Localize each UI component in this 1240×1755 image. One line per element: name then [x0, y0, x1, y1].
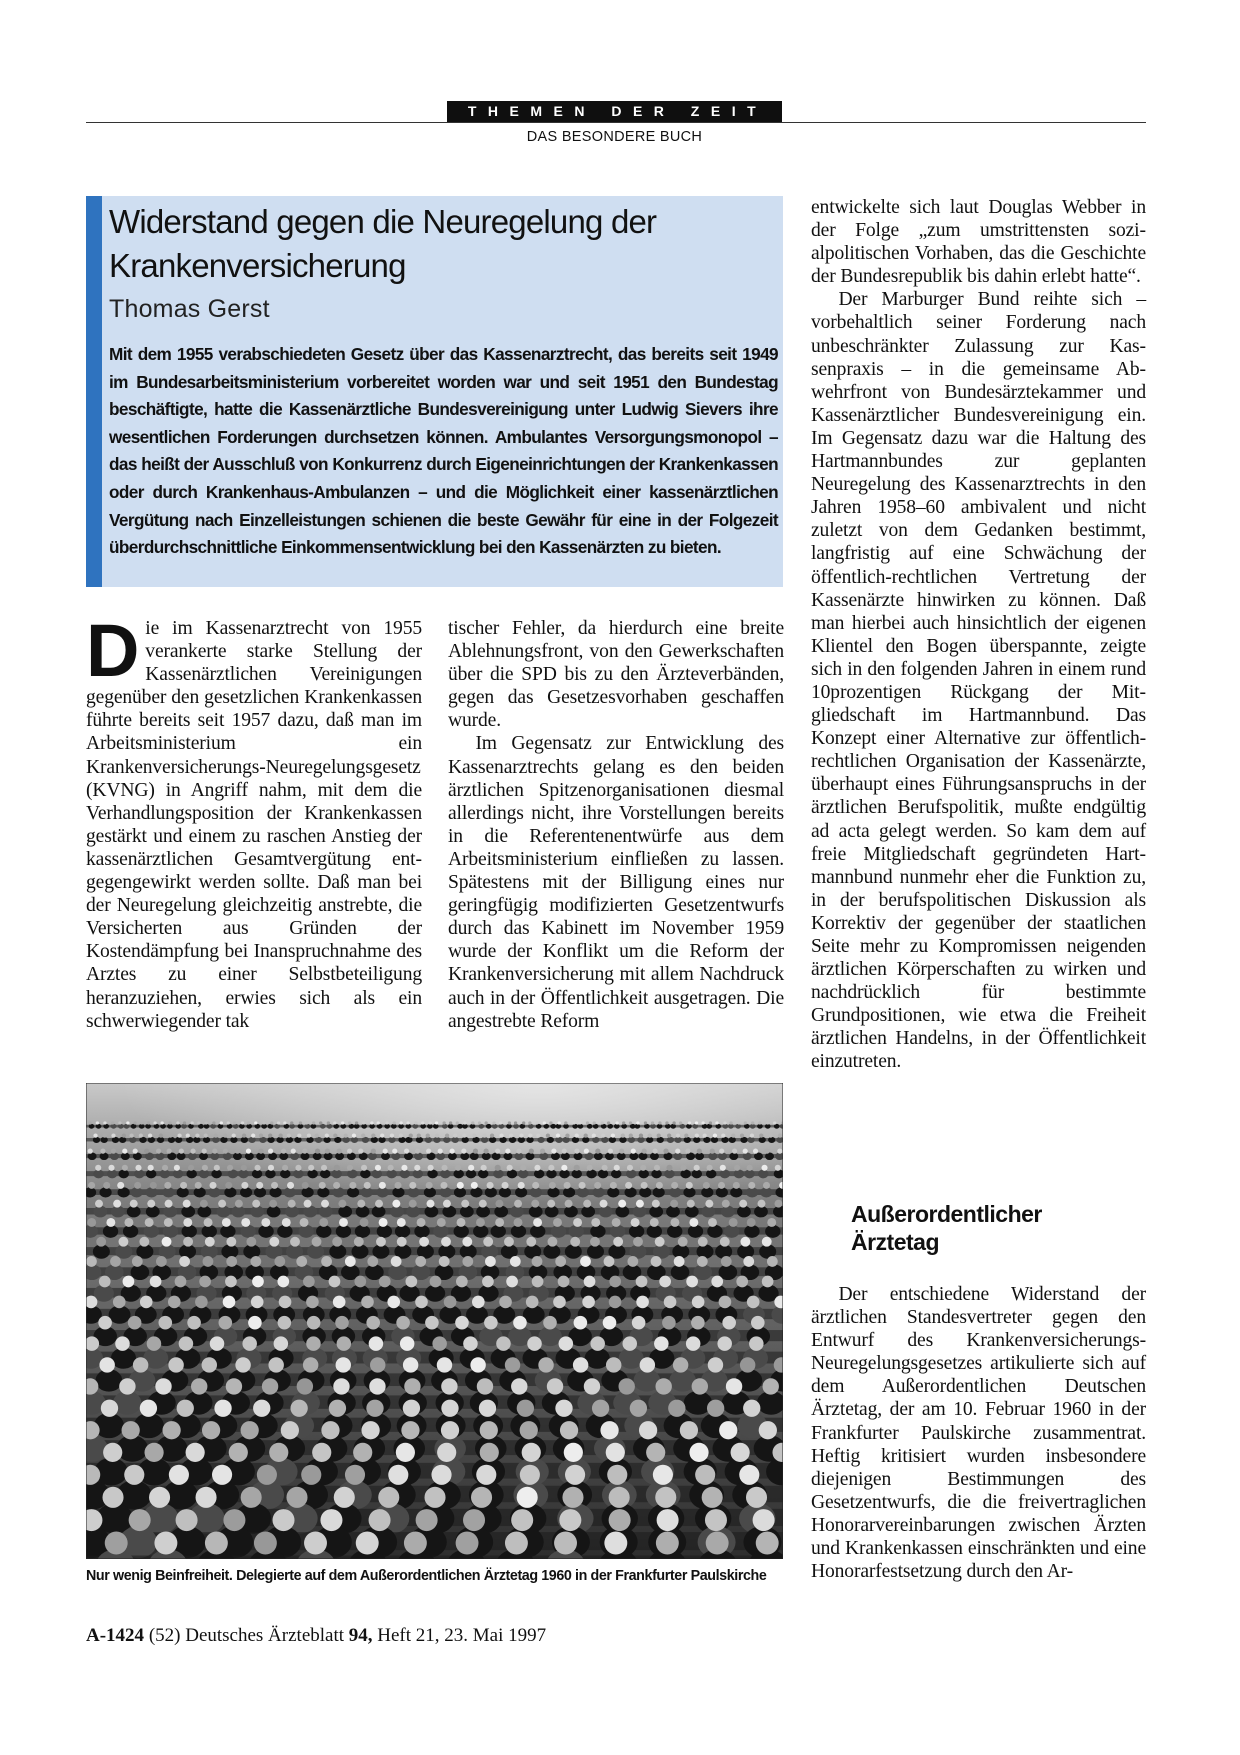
journal-name: Deutsches Ärzteblatt	[185, 1625, 345, 1646]
paragraph-1	[86, 609, 422, 1033]
paragraph-2-continued: entwickelte sich laut Douglas Webber in der Folge „zum umstrittensten sozialpolitischen Vorhaben, das die Geschichte der Bundesrepublik bis dahin erlebt hatte“.	[811, 197, 1146, 288]
drop-cap: D	[86, 609, 140, 692]
header-rule	[86, 122, 1146, 123]
photo-delegates	[86, 1083, 783, 1559]
journal-volume: 94,	[348, 1625, 373, 1646]
page-number: (52)	[148, 1625, 181, 1646]
body-column-3-lower	[811, 1283, 1146, 1583]
body-column-1	[86, 609, 422, 1033]
subsection-label: DAS BESONDERE BUCH	[526, 129, 703, 145]
photo-caption: Nur wenig Beinfreiheit. Delegierte auf dem Außerordentlichen Ärztetag 1960 in der Frankfurter Paulskirche	[86, 1568, 767, 1584]
title-accent-bar	[86, 196, 102, 587]
article-author: Thomas Gerst	[109, 295, 270, 323]
paragraph-3: Der Marburger Bund reihte sich – vorbehaltlich seiner Forderung nach unbeschränkter Zulassung zur Kassenpraxis – in die gemeinsame Abwehrfront von Bundesärztekammer und Kassenärztlicher Bundesvereinigung ein. Im Gegensatz dazu war die Haltung des Hartmannbundes zur geplanten Neuregelung des Kassenarztrechts in den Jahren 1958–60 ambivalent und nicht zuletzt von dem Gedanken bestimmt, langfristig auf eine Schwächung der öffentlich-rechtlichen Vertretung der Kassenärzte hinwirken zu können. Daß man hierbei auch hinsichtlich der eigenen Klientel den Bogen überspannte, zeigte sich in den folgenden Jahren in einem rund 10prozentigen Rückgang der Mitgliedschaft im Hartmannbund. Das Konzept einer Alternative zur öffentlich-rechtlichen Organisation der Kassenärzte, überhaupt eines Führungsanspruchs in der ärztlichen Berufspolitik, mußte endgültig ad acta gelegt werden. So kam dem auf freie Mitgliedschaft gegründeten Hartmannbund nunmehr eher die Funktion zu, in der berufspolitischen Diskussion als Korrektiv der gegenüber der staatlichen Seite mehr zu Kompromissen neigenden ärztlichen Körperschaften zu wirken und nachdrücklich für bestimmte Grundpositionen, wie etwa die Freiheit ärztlichen Handelns, in der Öffentlichkeit einzutreten.	[811, 289, 1146, 1073]
body-column-3	[811, 196, 1146, 1074]
page-code: A-1424	[86, 1625, 145, 1646]
section-heading: Außerordentlicher Ärztetag	[851, 1201, 1042, 1255]
journal-issue: Heft 21, 23. Mai 1997	[377, 1625, 547, 1646]
photo-image	[86, 1083, 783, 1559]
paragraph-2: Im Gegensatz zur Entwicklung des Kassenarztrechts gelang es den beiden ärztlichen Spitzenorganisationen diesmal allerdings nicht, ihre Vorstellungen bereits in die Referentenentwürfe aus dem Arbeitsministerium einfließen zu lassen. Spätestens mit der Billigung eines nur geringfügig modifizierten Gesetzentwurfs durch das Kabinett im November 1959 wurde der Konflikt um die Reform der Krankenversicherung mit allem Nachdruck auch in der Öffentlichkeit ausgetragen. Die angestrebte Reform	[448, 733, 784, 1032]
section-label: THEMEN DER ZEIT	[447, 101, 782, 122]
article-lead: Mit dem 1955 verabschiedeten Gesetz über das Kassenarztrecht, das bereits seit 1949 im Bundesarbeitsministerium vorbereitet worden war und seit 1951 den Bundestag beschäftigte, hatte die Kassenärztliche Bundesvereinigung unter Ludwig Sievers ihre wesentlichen Forderungen durchsetzen können. Ambulantes Versorgungsmonopol – das heißt der Ausschluß von Konkurrenz durch Eigeneinrichtungen der Krankenkassen oder durch Krankenhaus-Ambulanzen – und die Möglichkeit einer kassenärztlichen Vergütung nach Einzelleistungen schienen die beste Gewähr für eine in der Folgezeit überdurchschnittliche Einkommensentwicklung bei den Kassenärzten zu bieten.	[109, 344, 778, 558]
body-column-2	[448, 617, 784, 1033]
paragraph-1-text: ie im Kassenarztrecht von 1955 verankerte starke Stellung der Kassenärztlichen Vereinigungen gegenüber den gesetzlichen Krankenkassen führte bereits seit 1957 dazu, daß man im Arbeitsministerium ein Krankenversicherungs-Neuregelungsgesetz (KVNG) in Angriff nahm, mit dem die Verhandlungsposition der Krankenkassen gestärkt und einem zu raschen Anstieg der kassenärztlichen Gesamtvergütung entgegengewirkt werden sollte. Daß man bei der Neuregelung gleichzeitig anstrebte, die Versicherten aus Gründen der Kostendämpfung bei Inanspruchnahme des Arztes zu einer Selbstbeteiligung heranzuziehen, erwies sich als ein schwerwiegender tak	[86, 618, 422, 1032]
article-title: Widerstand gegen die Neuregelung der Krankenversicherung	[109, 203, 657, 284]
page-footer	[86, 1625, 546, 1647]
paragraph-4: Der entschiedene Widerstand der ärztlichen Standesvertreter gegen den Entwurf des Krankenversicherungs-Neuregelungsgesetzes artikulierte sich auf dem Außerordentlichen Deutschen Ärztetag, der am 10. Februar 1960 in der Frankfurter Paulskirche zusammentrat. Heftig kritisiert wurden insbesondere diejenigen Bestimmungen des Gesetzentwurfs, die die freivertraglichen Honorarvereinbarungen zwischen Ärzten und Krankenkassen einschränkten und eine Honorarfestsetzung durch den Ar-	[811, 1284, 1146, 1583]
paragraph-1-continued: tischer Fehler, da hierdurch eine breite Ablehnungsfront, von den Gewerkschaften über die SPD bis zu den Ärzteverbänden, gegen das Gesetzesvorhaben geschaffen wurde.	[448, 618, 784, 732]
